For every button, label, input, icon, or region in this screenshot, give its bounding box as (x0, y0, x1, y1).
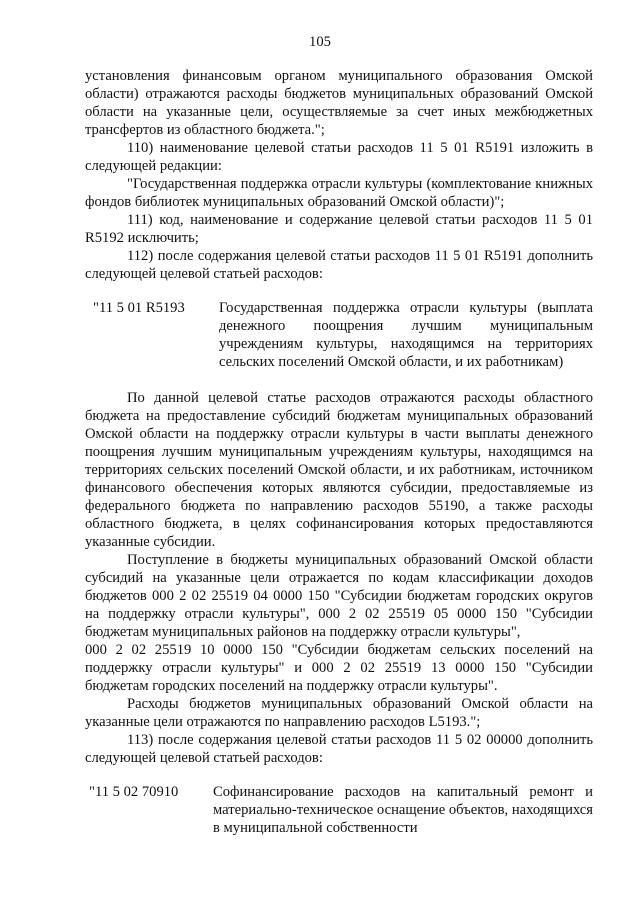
item-113: 113) после содержания целевой статьи расходов 11 5 02 00000 дополнить следующей целевой статьей расходов: (85, 732, 593, 766)
article-code: "11 5 02 70910 (89, 784, 179, 800)
item-110-new-name: "Государственная поддержка отрасли культуры (комплектование книжных фондов библиотек муниципальных образований Омской области)"; (85, 176, 593, 210)
paragraph-continuation: установления финансовым органом муниципального образования Омской области) отражаются расходы бюджетов муниципальных образований Омской области на указанные цели, осуществляемые за счет иных межбюджетных трансфертов из областного бюджета."; (85, 68, 593, 138)
article-description: Государственная поддержка отрасли культуры (выплата денежного поощрения лучшим муниципальным учреждениям культуры, находящимся на территориях сельских поселений Омской области, и их работникам) (219, 300, 593, 370)
article-code: "11 5 01 R5193 (93, 300, 185, 316)
article-explanation: По данной целевой статье расходов отражаются расходы областного бюджета на предоставление субсидий бюджетам муниципальных образований Омской области на поддержку отрасли культуры в части выплаты денежного поощрения лучшим муниципальным учреждениям культуры, находящимся на территориях сельских поселений Омской области, и их работникам, источником финансового обеспечения которых являются субсидии, предоставляемые из федерального бюджета по направлению расходов 55190, а также расходы областного бюджета, в целях софинансирования которых предоставляются указанные субсидии. (85, 390, 593, 550)
target-article-entry-r5193 (85, 299, 593, 371)
article-description: Софинансирование расходов на капитальный ремонт и материально-техническое оснащение объектов, находящихся в муниципальной собственности (213, 784, 593, 836)
target-article-entry-70910 (85, 783, 593, 837)
income-codes-continuation: 000 2 02 25519 10 0000 150 "Субсидии бюджетам сельских поселений на поддержку отрасли культуры" и 000 2 02 25519 13 0000 150 "Субсидии бюджетам городских поселений на поддержку отрасли культуры". (85, 642, 593, 694)
item-112: 112) после содержания целевой статьи расходов 11 5 01 R5191 дополнить следующей целевой статьей расходов: (85, 248, 593, 282)
document-body (85, 67, 593, 837)
income-codes-paragraph: Поступление в бюджеты муниципальных образований Омской области субсидий на указанные цели отражается по кодам классификации доходов бюджетов 000 2 02 25519 04 0000 150 "Субсидии бюджетам городских округов на поддержку отрасли культуры", 000 2 02 25519 05 0000 150 "Субсидии бюджетам муниципальных районов на поддержку отрасли культуры", (85, 552, 593, 640)
expense-direction-paragraph: Расходы бюджетов муниципальных образований Омской области на указанные цели отражаются по направлению расходов L5193."; (85, 696, 593, 730)
item-111: 111) код, наименование и содержание целевой статьи расходов 11 5 01 R5192 исключить; (85, 212, 593, 246)
page-number: 105 (309, 34, 331, 50)
item-110: 110) наименование целевой статьи расходов 11 5 01 R5191 изложить в следующей редакции: (85, 140, 593, 174)
